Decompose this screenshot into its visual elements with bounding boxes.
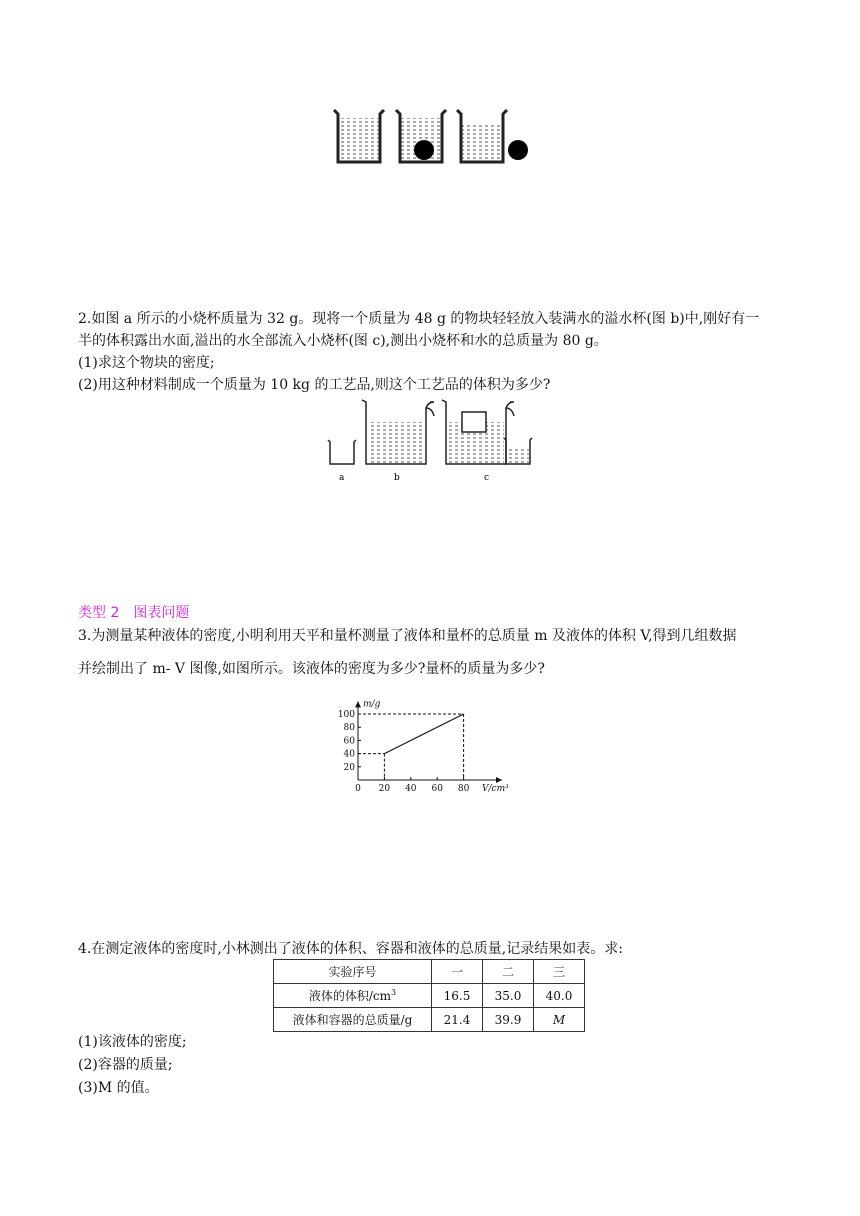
table-header-row [274, 960, 585, 984]
table-row [274, 984, 585, 1008]
problem-4-question-3: (3)M 的值。 [78, 1080, 159, 1096]
problem-2-question-1: (1)求这个物块的密度; [78, 355, 215, 371]
problem-4-question-2: (2)容器的质量; [78, 1057, 173, 1073]
table-cell: 21.4 [432, 1008, 483, 1032]
table-header-cell: 三 [534, 960, 585, 984]
x-tick-label: 20 [378, 784, 391, 794]
x-tick-label: 40 [405, 784, 417, 794]
x-axis-label: V/cm³ [482, 784, 509, 794]
beakers-ball-figure [328, 104, 538, 168]
figure-label-b: b [394, 473, 400, 483]
table-header-cell: 实验序号 [274, 960, 432, 984]
section-title: 类型 2 图表问题 [78, 605, 190, 621]
table-cell: 液体和容器的总质量/g [274, 1008, 432, 1032]
problem-4-question-1: (1)该液体的密度; [78, 1034, 187, 1050]
ball [414, 140, 434, 160]
problem-2-line-1: 2.如图 a 所示的小烧杯质量为 32 g。现将一个质量为 48 g 的物块轻轻放入装满水的溢水杯(图 b)中,刚好有一 [78, 311, 760, 327]
table-cell: 液体的体积$/cm^3$ [274, 984, 432, 1008]
y-axis-label: m/g [363, 699, 381, 710]
figure-label-c: c [484, 473, 490, 483]
x-tick-label: 80 [457, 784, 470, 794]
problem-2-question-2: (2)用这种材料制成一个质量为 10 kg 的工艺品,则这个工艺品的体积为多少? [78, 377, 551, 393]
problem-4-intro: 4.在测定液体的密度时,小林测出了液体的体积、容器和液体的总质量,记录结果如表。求: [78, 941, 623, 957]
table-cell: 35.0 [483, 984, 534, 1008]
problem-2-line-2: 半的体积露出水面,溢出的水全部流入小烧杯(图 c),测出小烧杯和水的总质量为 80 g。 [78, 333, 608, 349]
table-header-cell: 一 [432, 960, 483, 984]
beaker-1 [334, 110, 384, 162]
ball [508, 140, 528, 160]
beaker-3 [457, 110, 528, 162]
data-table [273, 959, 585, 1032]
figure-label-a: a [339, 473, 345, 483]
table-cell: 16.5 [432, 984, 483, 1008]
y-tick-label: 20 [343, 762, 355, 773]
overflow-cup-c [442, 400, 532, 464]
small-beaker-a [328, 440, 356, 464]
x-tick-label: 0 [355, 784, 361, 794]
y-axis-arrow [355, 701, 361, 707]
y-tick-label: 40 [343, 749, 355, 760]
problem-3-line-1: 3.为测量某种液体的密度,小明利用天平和量杯测量了液体和量杯的总质量 m 及液体的体积 V,得到几组数据 [78, 628, 737, 644]
y-tick-label: 100 [337, 710, 355, 720]
table-header-cell: 二 [483, 960, 534, 984]
x-tick-label: 60 [431, 784, 443, 794]
y-tick-label: 60 [343, 736, 355, 747]
overflow-cup-b [362, 400, 434, 464]
y-tick-label: 80 [343, 723, 355, 734]
data-line [384, 714, 463, 754]
table-cell: 39.9 [483, 1008, 534, 1032]
table-cell: M [534, 1008, 585, 1032]
block [462, 412, 486, 432]
problem-3-line-2: 并绘制出了 m- V 图像,如图所示。该液体的密度为多少?量杯的质量为多少? [78, 661, 545, 677]
beaker-2 [396, 110, 446, 162]
overflow-cup-figure [322, 396, 538, 486]
table-cell: 40.0 [534, 984, 585, 1008]
x-axis-arrow [496, 777, 502, 783]
m-v-chart [326, 686, 536, 802]
table-row [274, 1008, 585, 1032]
